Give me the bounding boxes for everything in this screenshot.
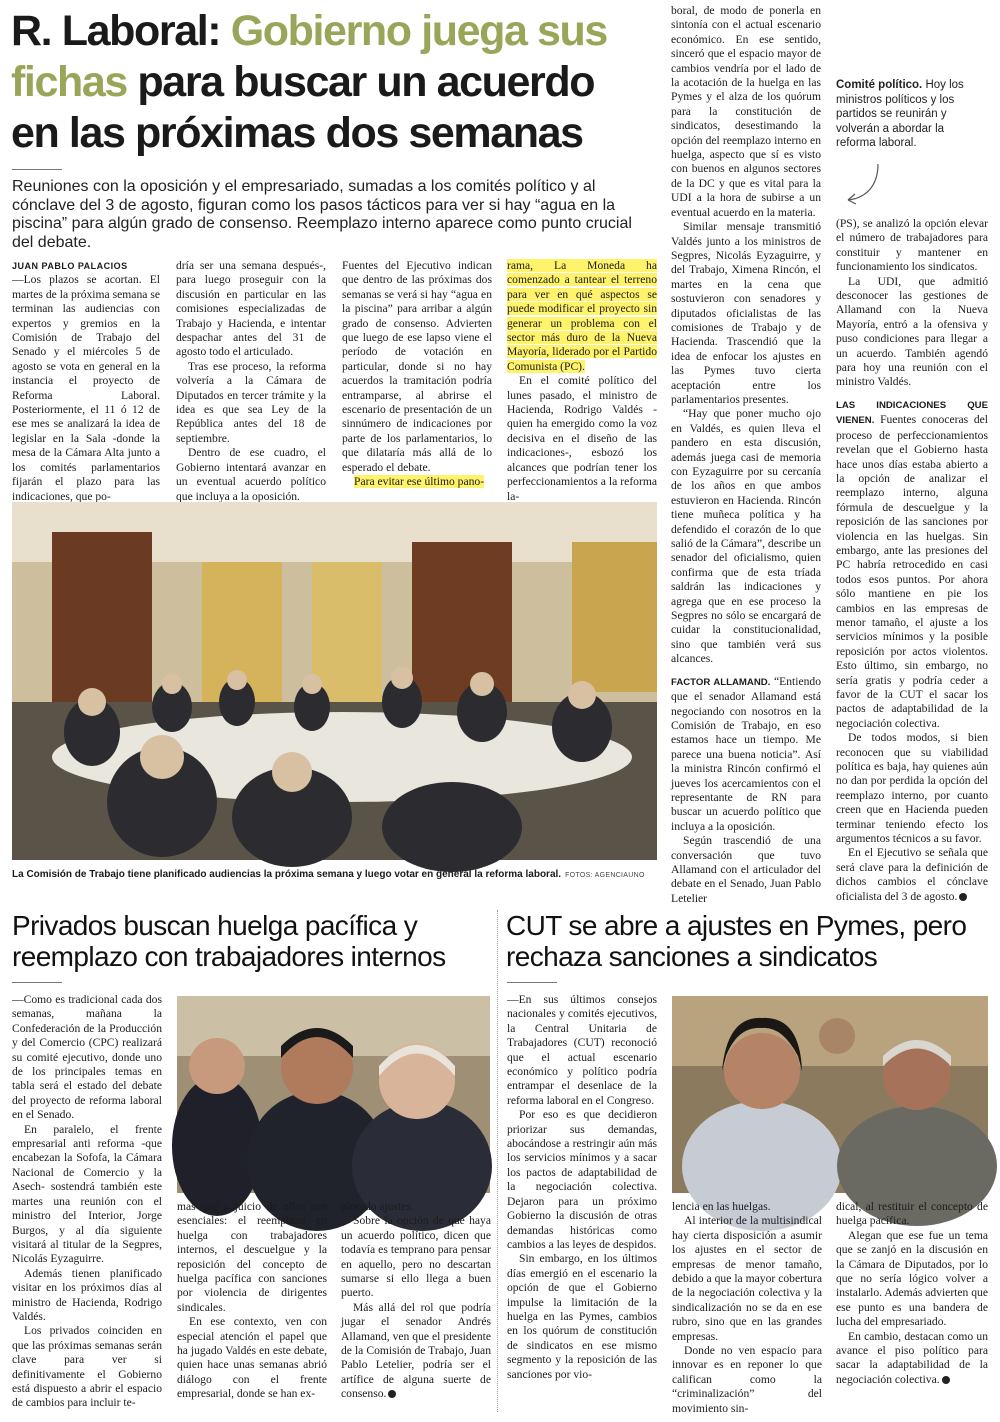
subhead-indicaciones: LAS INDICACIONES QUE VIENEN.	[836, 399, 988, 427]
caption-text: La Comisión de Trabajo tiene planificado audiencias la próxima semana y luego votar en general la reforma laboral.	[12, 869, 562, 880]
paragraph-text: Más allá del rol que podría jugar el senador Andrés Allamand, ven que el presidente de la Comisión de Trabajo, Juan Pablo Letelier, podría ser el artífice de alguna suerte de consenso.	[341, 1300, 491, 1401]
main-column-3	[342, 259, 492, 491]
story2-column-2	[177, 1200, 327, 1412]
deck-rule	[12, 169, 62, 170]
highlighted-text: rama, La Moneda ha comenzado a tantear el terreno para ver en qué aspectos se puede modificar el proyecto sin generar un problema con el sector más duro de la Nueva Mayoría, liderado por el Partido Comunista (PC).	[507, 259, 657, 373]
story3-rule	[507, 982, 557, 983]
paragraph: lencia en las huelgas.	[672, 1200, 771, 1213]
photo-credit: FOTOS: AGENCIAUNO	[565, 872, 645, 879]
paragraph: Según trascendió de una conversación que tuvo Allamand con el articulador del debate en el Senado, Juan Pablo Letelier	[671, 834, 821, 905]
paragraph: De todos modos, si bien reconocen que su viabilidad política es baja, hay quienes aún no dan por perdida la opción del reemplazo interno, por cuanto creen que en Hacienda pueden terminar teniendo efecto los argumentos técnicos a su favor.	[836, 731, 988, 846]
end-mark-icon	[942, 1376, 950, 1384]
paragraph: dical, al restituir el concepto de huelga pacífica.	[836, 1200, 988, 1228]
main-column-6	[836, 217, 988, 903]
subhead-factor-allamand: FACTOR ALLAMAND.	[671, 676, 771, 688]
paragraph: Similar mensaje transmitió Valdés junto a los ministros de Segpres, Nicolás Eyzaguirre, y del Trabajo, Ximena Rincón, el martes en la cena que sostuvieron con senadores y diputados oficialistas de las comisiones de Trabajo y de Hacienda. Trascendió que la idea de enfocar los ajustes en las Pymes tuvo cierta aceptación entre los parlamentarios presentes.	[671, 220, 821, 406]
paragraph: —Los plazos se acortan. El martes de la próxima semana se terminan las audiencias con expertos y gremios en la Comisión de Trabajo del Senado y el miércoles 5 de agosto se vota en general en la instancia el proyecto de Reforma Laboral. Posteriormente, el 11 ó 12 de ese mes se analizará la idea de legislar en la Sala -donde la mesa de la Cámara Alta junto a los comités parlamentarios fijarán el plazo para las indicaciones, que po-	[12, 273, 160, 503]
paragraph: “Hay que poner mucho ojo en Valdés, es quien lleva el pandero en esta discusión, además juega casi de memoria con Eyzaguirre por su cercanía de los años en que ambos estuvieron en Hacienda. Rincón tiene muñeca política y ha defendido el corazón de lo que salió de la Cámara”, describe un senador del oficialismo, quien confirma que de esta tríada saldrán las indicaciones y agrega que en ese proceso la Segpres no sólo se encargará de cuidar la constitucionalidad, sino que también verá sus alcances.	[671, 407, 822, 666]
paragraph-text: En cambio, destacan como un avance el piso político para sacar la adaptabilidad de la negociación colectiva.	[836, 1329, 988, 1386]
paragraph-text: En el Ejecutivo se señala que será clave para la definición de dichos cambios el cónclave oficialista del 3 de agosto.	[836, 846, 988, 903]
paragraph	[836, 846, 988, 904]
paragraph	[836, 1330, 988, 1388]
side-note-body: Hoy los ministros políticos y los partidos se reunirán y volverán a abordar la reforma laboral.	[836, 79, 964, 149]
photo-caption	[12, 864, 662, 882]
paragraph: —Como es tradicional cada dos semanas, mañana la Confederación de la Producción y del Comercio (CPC) realizará su comité ejecutivo, donde uno de los principales temas en tabla será el estado del debate del proyecto de reforma laboral en el Senado.	[12, 993, 162, 1122]
story2-photo	[177, 996, 490, 1193]
story3-title: CUT se abre a ajustes en Pymes, pero rechaza sanciones a sindicatos	[506, 910, 967, 972]
paragraph: En paralelo, el frente empresarial anti reforma -que encabezan la Sofofa, la Cámara Nacional de Comercio y la Asech- sostendrá también este martes una reunión con el ministro del Interior, Jorge Burgos, y al día siguiente visitará al titular de la Segpres, Nicolás Eyzaguirre.	[12, 1122, 162, 1266]
paragraph: Sobre la opción de que haya un acuerdo político, dicen que todavía es temprano para pensar en aquello, pero no descartan sumarse si ello llega a buen puerto.	[341, 1214, 491, 1300]
paragraph: (PS), se analizó la opción elevar el número de trabajadores para constituir y mantener en funcionamiento los sindicatos.	[836, 217, 988, 274]
paragraph: Dentro de ese cuadro, el Gobierno intentará avanzar en un eventual acuerdo político que incluya a la oposición.	[176, 446, 326, 503]
main-headline	[11, 6, 661, 159]
paragraph: Fuentes del Ejecutivo indican que dentro de las próximas dos semanas se verá si hay “agua en la piscina” para arribar a algún grado de consenso. Advierten que luego de ese lapso viene el período de votación en particular, donde si no hay acuerdos la tramitación podría entramparse, al abrirse el escenario de presentación de un sinnúmero de indicaciones por parte de los parlamentarios, lo que dilataría más allá de lo esperado el debate.	[342, 259, 492, 474]
story2-title: Privados buscan huelga pacífica y reemplazo con trabajadores internos	[12, 910, 446, 972]
paragraph: La UDI, que admitió desconocer las gestiones de Allamand con la Nueva Mayoría, entró a la ofensiva y puso condiciones para llegar a un acuerdo. También agendó para hoy una reunión con el ministro Valdés.	[836, 274, 988, 389]
story3-photo	[672, 996, 988, 1193]
highlighted-text: Para evitar ese último pano-	[354, 475, 485, 489]
paragraph: Sin embargo, en los últimos días emergió en el escenario la opción de que el Gobierno impulse la limitación de la huelga en las Pymes, cambios en los quórum de constitución de sindicatos en ese mismo segmento y la reposición de las sanciones por vio-	[507, 1252, 657, 1381]
paragraph: —En sus últimos consejos nacionales y comités ejecutivos, la Central Unitaria de Trabajadores (CUT) reconoció que el actual escenario económico y político podría entrampar el desenlace de la reforma laboral en el Congreso.	[507, 993, 657, 1107]
paragraph: boral, de modo de ponerla en sintonía con el actual escenario económico. En ese sentido, sinceró que el espacio mayor de cambios vendría por el lado de la acotación de la huelga en las Pymes y el alza de los quórum para la constitución de sindicatos, desestimando la opción del reemplazo interno en huelga, aspecto que sí es visto con buenos en algunos sectores de la DC y que es vital para la UDI a la hora de subirse a un eventual acuerdo en la materia.	[671, 4, 821, 219]
section-divider	[497, 910, 498, 1412]
paragraph: Donde no ven espacio para innovar es en reponer lo que califican como la “criminalización” del movimiento sin-	[672, 1344, 822, 1415]
headline-line3: en las próximas dos semanas	[11, 109, 583, 157]
side-note-title: Comité político.	[836, 79, 923, 91]
story3-column-2	[672, 1200, 822, 1415]
byline: JUAN PABLO PALACIOS	[12, 261, 128, 271]
paragraph	[671, 675, 821, 834]
story3-column-3	[836, 1200, 988, 1412]
headline-accent: Gobierno juega sus	[230, 7, 607, 55]
commission-room-illustration	[12, 502, 657, 860]
main-column-1	[12, 259, 160, 503]
deck: Reuniones con la oposición y el empresariado, sumadas a los comités político y al cónclave del 3 de agosto, figuran como los pasos tácticos para ver si hay “agua en la piscina” para algún grado de consenso. Reemplazo interno aparece como punto crucial del debate.	[12, 178, 632, 251]
headline-accent-2: fichas	[11, 58, 127, 106]
story3-column-1	[507, 993, 657, 1412]
paragraph-text: Fuentes conoceras del proceso de perfeccionamientos revelan que el Gobierno hasta hace unos días estaba abierto a la opción de analizar el reemplazo interno, alguna fórmula de descuelgue y la reposición de las sanciones por violencia en las huelgas. Sin embargo, ante las presiones del PC habría retrocedido en casi todos esos puntos. Por ahora sólo mantiene en pie los cambios en las empresas de menor tamaño, el ajuste a los servicios mínimos y la posible reposición por actos violentos. Esto último, sin embargo, no sería gratis y podría ceder a favor de la CUT el sacar los pactos de adaptabilidad de la negociación colectiva.	[836, 413, 988, 730]
paragraph: dría ser una semana después-, para luego proseguir con la discusión en particular en las comisiones especializadas de Trabajo y Hacienda, e intentar despachar antes del 31 de agosto todo el articulado.	[176, 259, 326, 359]
curved-arrow-icon	[838, 160, 888, 210]
main-column-4	[507, 259, 657, 503]
headline-kicker: R. Laboral:	[11, 7, 231, 55]
story2-column-3	[341, 1200, 491, 1412]
paragraph-text: “Entiendo que el senador Allamand está negociando con nosotros en la Comisión de Trabajo, en eso estamos hace un tiempo. Me parece una buena noticia”. Así la ministra Rincón confirmó el jueves los acercamientos con el representante de RN para buscar un acuerdo político que incluya a la oposición.	[671, 674, 821, 833]
paragraph: Por eso es que decidieron priorizar sus demandas, abocándose a restringir aún más los servicios mínimos y a sacar los pactos de adaptabilidad de la negociación colectiva. Dejaron para un próximo Gobierno la discusión de otras demandas históricas como cambios a las leyes de despidos.	[507, 1108, 657, 1251]
paragraph: mas que a juicio de ellos son esenciales: el reemplazo en huelga con trabajadores internos, el descuelgue y la reposición del concepto de huelga pacífica con sanciones por violencia de dirigentes sindicales.	[177, 1200, 327, 1314]
paragraph: plorado ajustes.	[341, 1200, 414, 1213]
business-leaders-illustration	[177, 996, 490, 1193]
end-mark-icon	[959, 893, 967, 901]
end-mark-icon	[388, 1390, 396, 1398]
paragraph	[836, 398, 988, 731]
paragraph-highlight	[342, 475, 492, 489]
story2-rule	[12, 982, 62, 983]
paragraph	[341, 1301, 491, 1402]
paragraph: En ese contexto, ven con especial atención el papel que ha jugado Valdés en este debate, quien hace unas semanas abrió diálogo con el frente empresarial, donde se han ex-	[177, 1315, 327, 1401]
paragraph: Además tienen planificado visitar en los próximos días al ministro de Hacienda, Rodrigo Valdés.	[12, 1266, 162, 1323]
union-leaders-illustration	[672, 996, 988, 1193]
paragraph: Alegan que ese fue un tema que se zanjó en la discusión en la Cámara de Diputados, por lo que no sería lógico volver a instalarlo. Además advierten que ese punto es una bandera de lucha del empresariado.	[836, 1228, 988, 1329]
side-note	[836, 78, 986, 151]
paragraph: Los privados coinciden en que las próximas semanas serán clave para ver si definitivamente el Gobierno está dispuesto a abrir el espacio de cambios para incluir te-	[12, 1324, 162, 1410]
story2-column-1	[12, 993, 162, 1412]
main-column-2	[176, 259, 326, 503]
main-column-5	[671, 4, 822, 905]
headline-rest: para buscar un acuerdo	[126, 58, 595, 106]
paragraph: En el comité político del lunes pasado, el ministro de Hacienda, Rodrigo Valdés -quien ha emergido como la voz decisiva en el diseño de las indicaciones-, esbozó los alcances que podrían tener los perfeccionamientos a la reforma la-	[507, 374, 657, 503]
paragraph: Al interior de la multisindical hay cierta disposición a asumir los ajustes en el sector de empresas de menor tamaño, debido a que la mayor cobertura de la negociación colectiva y la sindicalización no se da en ese rubro, sino que en las grandes empresas.	[672, 1214, 822, 1343]
main-photo	[12, 502, 657, 860]
paragraph: Tras ese proceso, la reforma volvería a la Cámara de Diputados en tercer trámite y la idea es que sea Ley de la República antes del 18 de septiembre.	[176, 359, 326, 445]
paragraph-highlight	[507, 259, 657, 374]
